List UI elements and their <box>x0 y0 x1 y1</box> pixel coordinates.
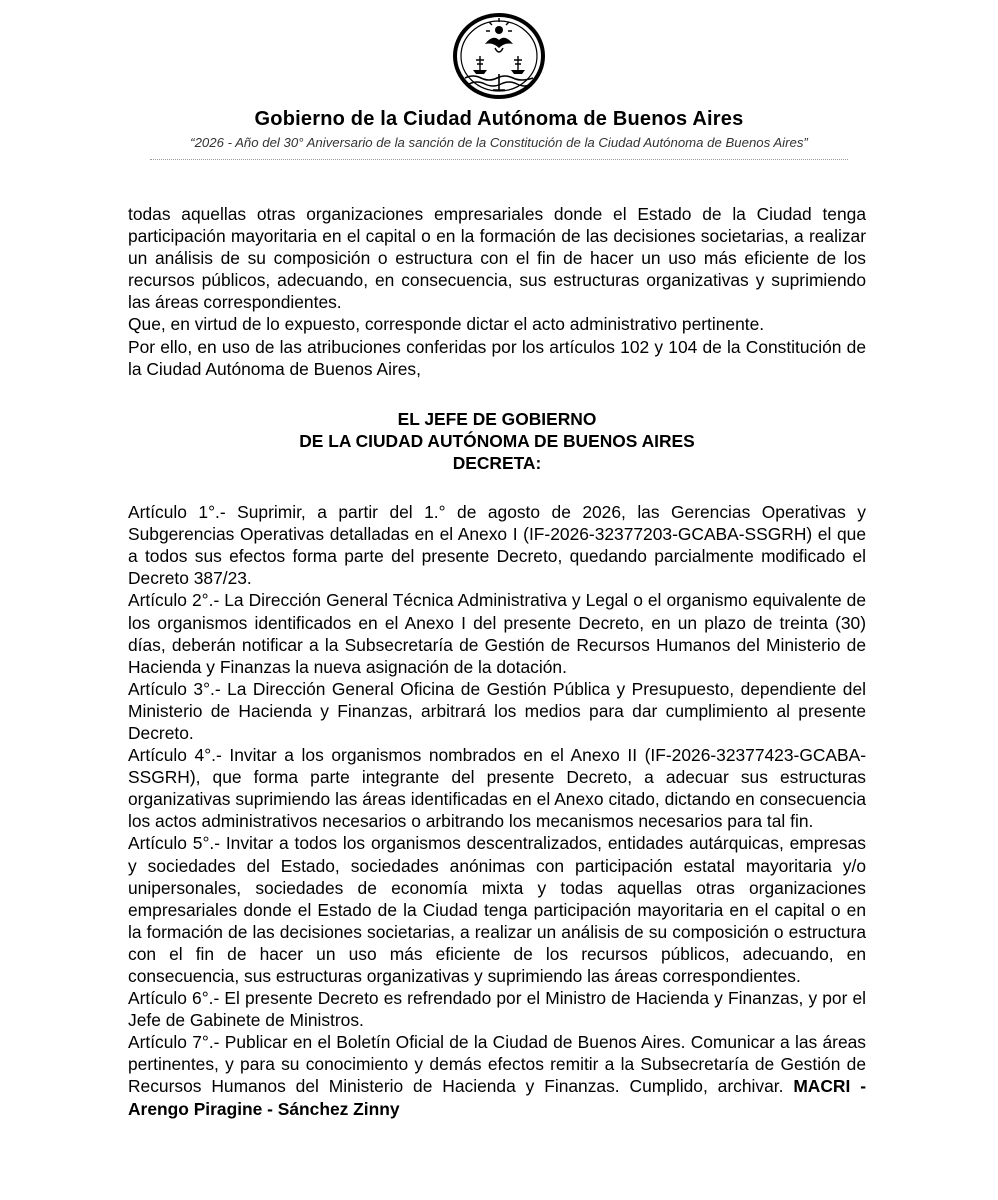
article-4: Artículo 4°.- Invitar a los organismos nombrados en el Anexo II (IF-2026-32377423-GCABA-SSGRH), que forma parte integrante del presente Decreto, a adecuar sus estructuras organizativas suprimiendo las áreas identificadas en el Anexo citado, dictando en consecuencia los actos administrativos necesarios o arbitrando los mecanismos necesarios para tal fin. <box>128 745 866 832</box>
header-divider <box>150 159 848 160</box>
heading-line: EL JEFE DE GOBIERNO <box>397 408 597 429</box>
heading-line: DECRETA: <box>452 452 542 473</box>
heading-line: DE LA CIUDAD AUTÓNOMA DE BUENOS AIRES <box>299 430 695 451</box>
article-3: Artículo 3°.- La Dirección General Oficina de Gestión Pública y Presupuesto, dependiente del Ministerio de Hacienda y Finanzas, arbitrará los medios para dar cumplimiento al presente Decreto. <box>128 678 866 743</box>
decree-heading <box>128 408 866 474</box>
document-header <box>0 12 998 150</box>
article-2: Artículo 2°.- La Dirección General Técnica Administrativa y Legal o el organismo equivalente de los organismos identificados en el Anexo I del presente Decreto, en un plazo de treinta (30) días, deberán notificar a la Subsecretaría de Gestión de Recursos Humanos del Ministerio de Hacienda y Finanzas la nueva asignación de la dotación. <box>128 590 866 677</box>
intro-paragraph: todas aquellas otras organizaciones empresariales donde el Estado de la Ciudad tenga participación mayoritaria en el capital o en la formación de las decisiones societarias, a realizar un análisis de su composición o estructura con el fin de hacer un uso más eficiente de los recursos públicos, adecuando, en consecuencia, sus estructuras organizativas y suprimiendo las áreas correspondientes. <box>128 204 866 313</box>
article-6: Artículo 6°.- El presente Decreto es refrendado por el Ministro de Hacienda y Finanzas, y por el Jefe de Gabinete de Ministros. <box>128 988 866 1031</box>
decree-body <box>128 203 866 1120</box>
buenos-aires-coat-of-arms-icon <box>451 12 547 100</box>
article-7 <box>128 1031 866 1119</box>
intro-paragraph: Que, en virtud de lo expuesto, corresponde dictar el acto administrativo pertinente. <box>128 314 765 335</box>
intro-paragraph: Por ello, en uso de las atribuciones conferidas por los artículos 102 y 104 de la Constitución de la Ciudad Autónoma de Buenos Aires, <box>128 336 866 379</box>
article-1: Artículo 1°.- Suprimir, a partir del 1.° de agosto de 2026, las Gerencias Operativas y Subgerencias Operativas detalladas en el Anexo I (IF-2026-32377203-GCABA-SSGRH) el que a todos sus efectos forma parte del presente Decreto, quedando parcialmente modificado el Decreto 387/23. <box>128 502 866 589</box>
government-title: Gobierno de la Ciudad Autónoma de Buenos Aires <box>254 108 744 130</box>
year-motto: “2026 - Año del 30° Aniversario de la sanción de la Constitución de la Ciudad Autónoma de Buenos Aires” <box>190 135 808 150</box>
article-5: Artículo 5°.- Invitar a todos los organismos descentralizados, entidades autárquicas, empresas y sociedades del Estado, sociedades anónimas con participación estatal mayoritaria y/o unipersonales, sociedades de economía mixta y todas aquellas otras organizaciones empresariales donde el Estado de la Ciudad tenga participación mayoritaria en el capital o en la formación de las decisiones societarias, a realizar un análisis de su composición o estructura con el fin de hacer un uso más eficiente de los recursos públicos, adecuando, en consecuencia, sus estructuras organizativas y suprimiendo las áreas correspondientes. <box>128 833 866 986</box>
signatures: MACRI - Arengo Piragine - Sánchez Zinny <box>128 1076 866 1119</box>
article-7-text: Artículo 7°.- Publicar en el Boletín Oficial de la Ciudad de Buenos Aires. Comunicar a las áreas pertinentes, y para su conocimiento y demás efectos remitir a la Subsecretaría de Gestión de Recursos Humanos del Ministerio de Hacienda y Finanzas. Cumplido, archivar. <box>128 1032 866 1097</box>
